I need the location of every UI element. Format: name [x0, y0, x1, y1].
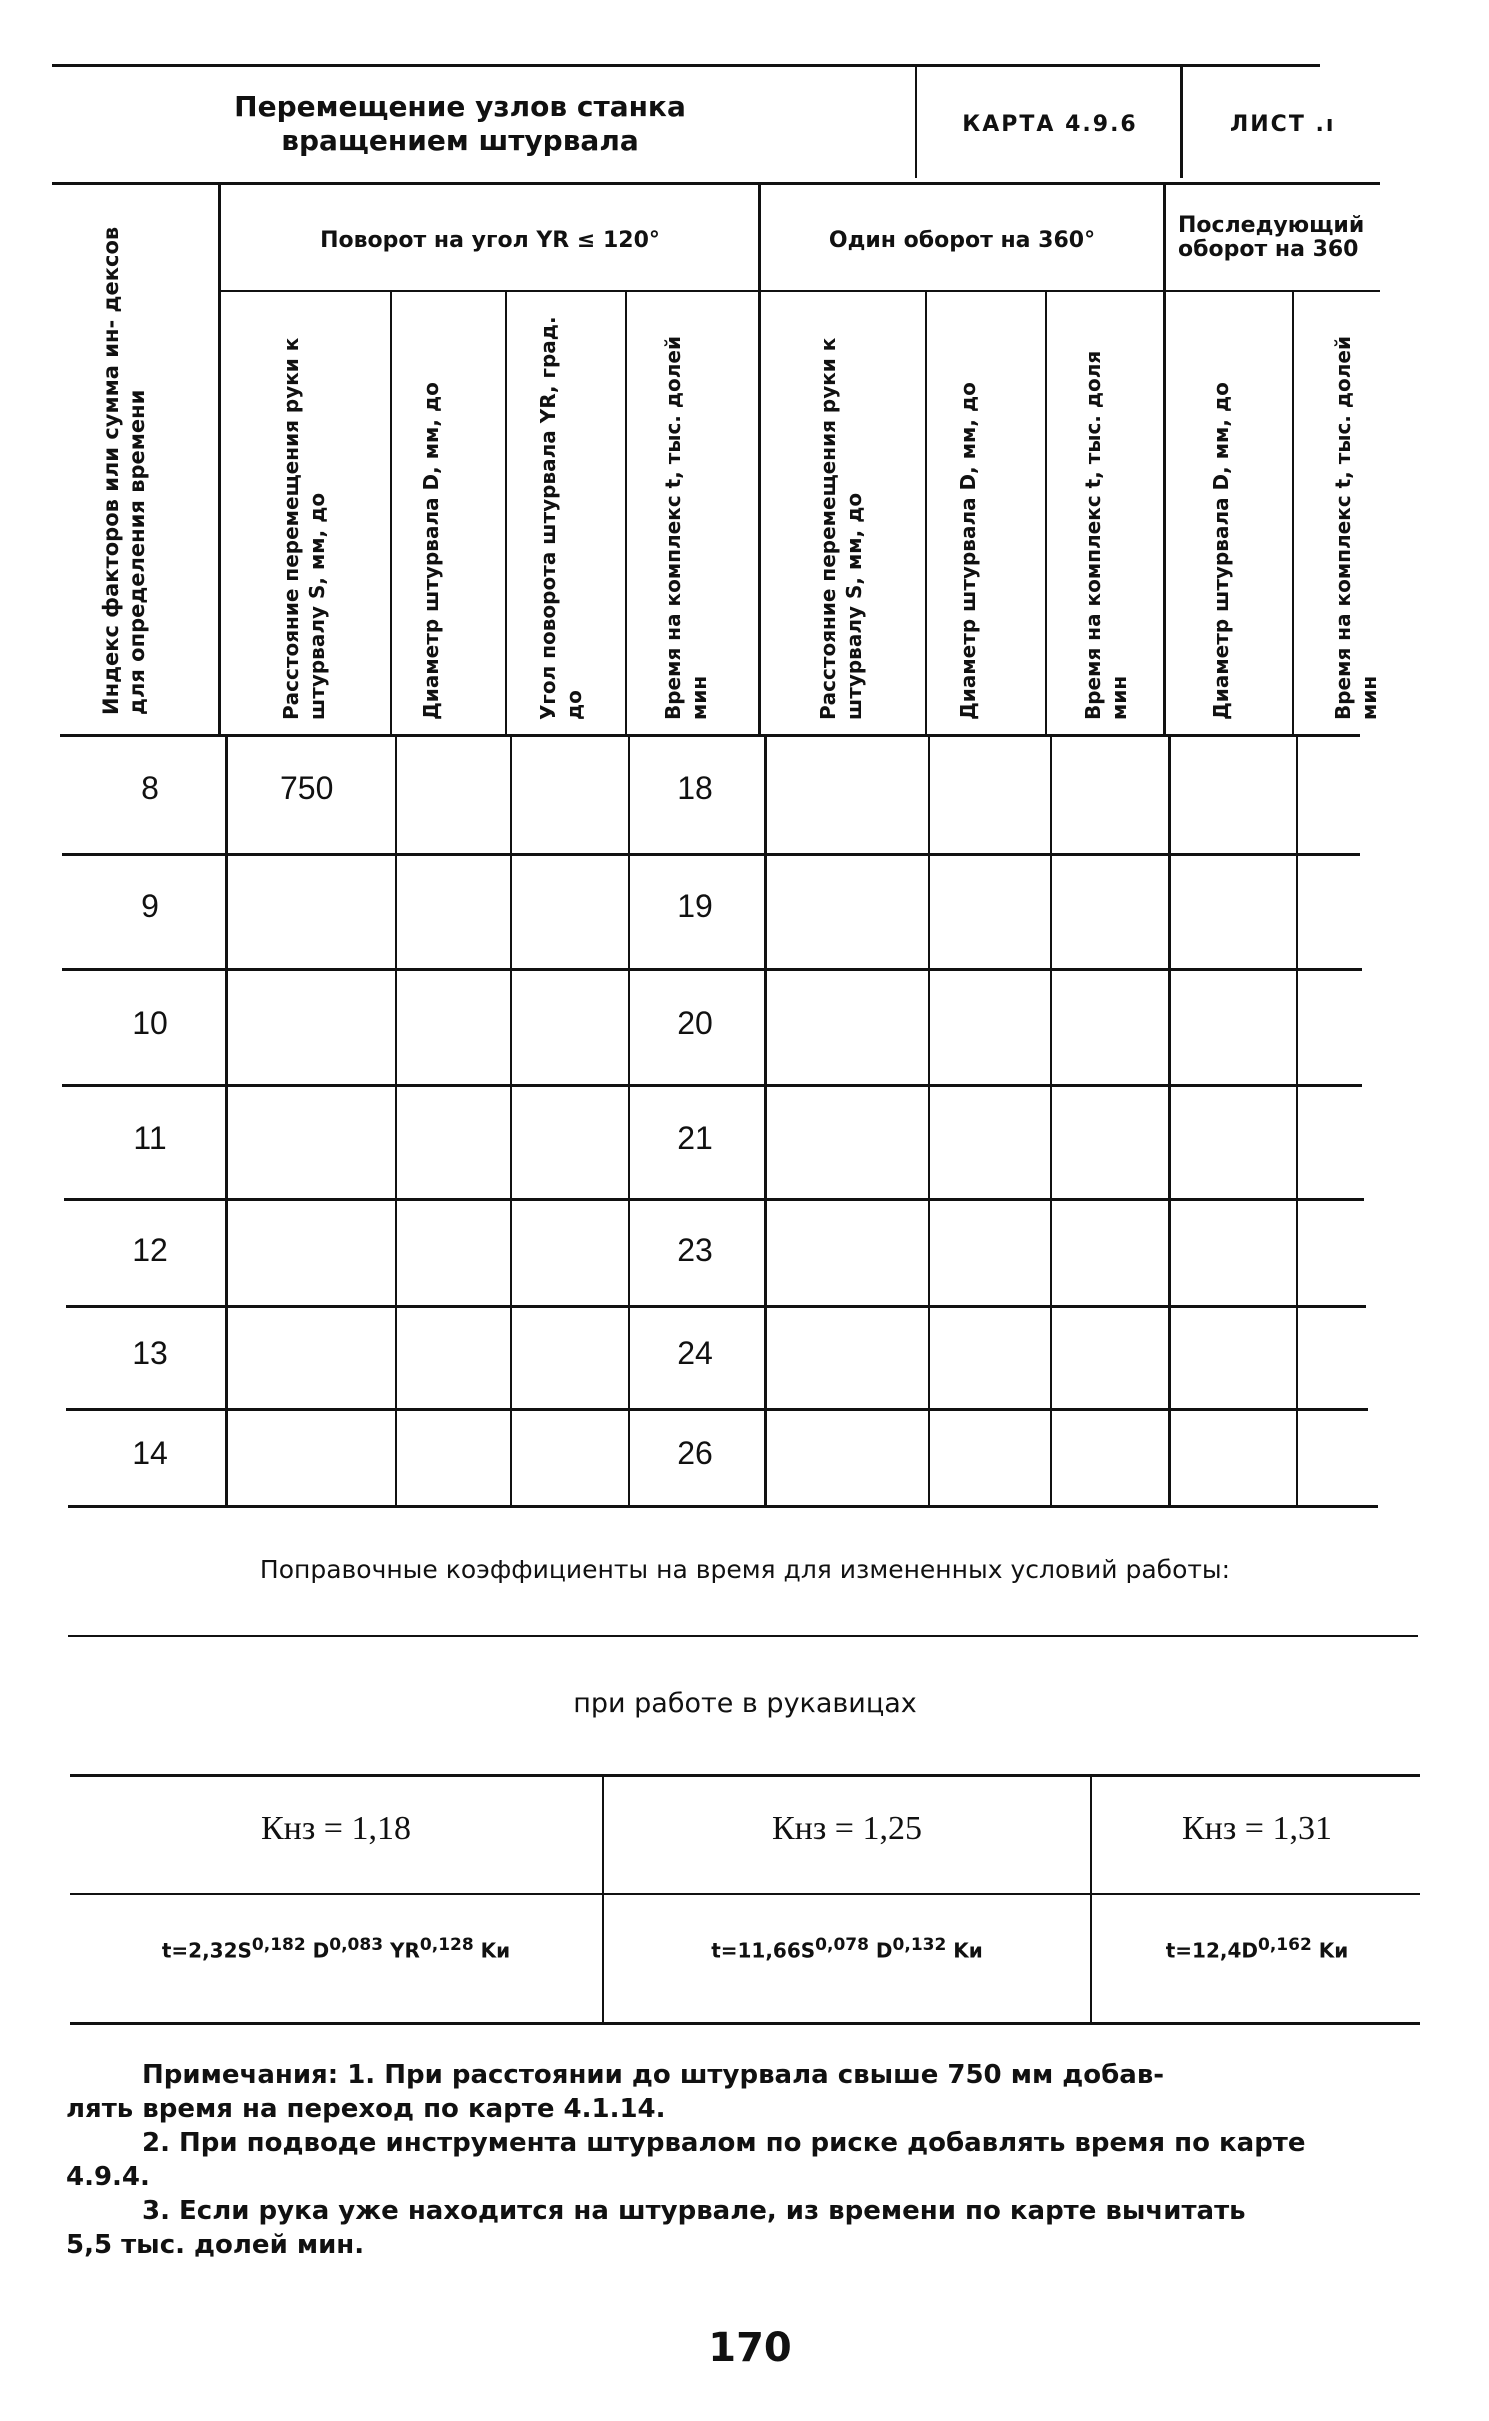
- formula-3: $t=12,4D^{0,162}$ Kи: [1165, 1935, 1349, 1963]
- col-line-c9: [1292, 292, 1294, 734]
- col-header-s: Расстояние перемещения руки к штурвалу S, мм, до: [279, 337, 329, 720]
- row-rule: [66, 1408, 1368, 1411]
- coef-mid-rule: [70, 1893, 1420, 1895]
- group-rotation: Поворот на угол YR ≤ 120°: [320, 228, 660, 253]
- row-index: 12: [132, 1232, 168, 1268]
- note-2-line2: 4.9.4.: [66, 2162, 150, 2192]
- row-rule: [66, 1305, 1366, 1308]
- note-3-line1: 3. Если рука уже находится на штурвале, из времени по карте вычитать: [142, 2196, 1246, 2226]
- col-line-c3: [505, 292, 507, 734]
- group-next-turn: [1178, 214, 1378, 262]
- row-t-value: 26: [677, 1435, 713, 1471]
- row-t-value: 21: [677, 1120, 713, 1156]
- col-header-d: Диаметр штурвала D, мм, до: [419, 382, 443, 720]
- row-rule: [62, 1084, 1362, 1087]
- header-bottom-table-rule: [60, 734, 1360, 737]
- body-col-line: [1296, 734, 1298, 1506]
- row-t-value: 19: [677, 888, 713, 924]
- row-rule: [62, 853, 1360, 856]
- row-t-value: 23: [677, 1232, 713, 1268]
- col-line-group3: [1163, 184, 1166, 734]
- note-1-line2: лять время на переход по карте 4.1.14.: [66, 2094, 666, 2124]
- row-index: 11: [133, 1120, 167, 1156]
- row-t-value: 18: [677, 770, 713, 806]
- corrections-heading: Поправочные коэффициенты на время для измененных условий работы:: [259, 1555, 1231, 1584]
- coef-bottom-rule: [70, 2022, 1420, 2025]
- coef-3: Кнз = 1,31: [1182, 1810, 1332, 1847]
- row-index: 9: [141, 888, 159, 924]
- group-next-turn-line2: оборот на 360: [1178, 237, 1359, 262]
- top-rule: [52, 64, 1320, 67]
- corrections-rule: [68, 1635, 1418, 1637]
- note-2-line1: 2. При подводе инструмента штурвалом по риске добавлять время по карте: [142, 2128, 1306, 2158]
- body-col-line: [395, 734, 397, 1506]
- card-title-line2: вращением штурвала: [281, 124, 639, 157]
- index-header: Индекс факторов или сумма ин- дексов для определения времени: [99, 226, 149, 715]
- col-header-d2: Диаметр штурвала D, мм, до: [956, 382, 980, 720]
- col-header-t2: Время на комплекс t, тыс. доля мин: [1081, 350, 1131, 720]
- group-one-turn: Один оборот на 360°: [828, 228, 1096, 253]
- row-t-value: 24: [677, 1335, 713, 1371]
- row-t-value: 20: [677, 1005, 713, 1041]
- card-title-line1: Перемещение узлов станка: [234, 90, 686, 123]
- body-col-line: [764, 734, 767, 1506]
- note-1-line1: Примечания: 1. При расстоянии до штурвала свыше 750 мм добав-: [142, 2060, 1165, 2090]
- col-line-c7: [1045, 292, 1047, 734]
- formula-1: $t=2,32S^{0,182}$ D$^{0,083}$ YR$^{0,128}$ Kи: [161, 1935, 511, 1963]
- table-bottom-rule: [68, 1505, 1378, 1508]
- corrections-subheading: при работе в рукавицах: [573, 1688, 917, 1719]
- col-header-s2: Расстояние перемещения руки к штурвалу S, мм, до: [816, 337, 866, 720]
- row-rule: [62, 968, 1362, 971]
- col-line-c2: [390, 292, 392, 734]
- col-header-yr: Угол поворота штурвала YR, град. до: [536, 316, 586, 720]
- col-header-t3: Время на комплекс t, тыс. долей мин: [1331, 336, 1381, 720]
- col-line-index: [218, 184, 221, 734]
- coef-1: Кнз = 1,18: [261, 1810, 411, 1847]
- header-bottom-rule: [52, 182, 1380, 185]
- page-number: 170: [708, 2325, 792, 2371]
- coef-2: Кнз = 1,25: [772, 1810, 922, 1847]
- col-line-c4: [625, 292, 627, 734]
- notes: [66, 2058, 1426, 2262]
- group-next-turn-line1: Последующий: [1178, 213, 1365, 238]
- header-divider-2: [1180, 66, 1183, 178]
- card-title: [200, 90, 720, 158]
- sheet-number: ЛИСТ .ı: [1230, 112, 1336, 137]
- coef-top-rule: [70, 1774, 1420, 1777]
- col-header-t: Время на комплекс t, тыс. долей мин: [661, 336, 711, 720]
- card-number: КАРТА 4.9.6: [962, 112, 1138, 137]
- row-s-value: 750: [280, 770, 334, 806]
- body-col-line: [225, 734, 228, 1506]
- body-col-line: [628, 734, 630, 1506]
- formula-2: $t=11,66S^{0,078}$ D$^{0,132}$ Kи: [711, 1935, 983, 1963]
- col-header-d3: Диаметр штурвала D, мм, до: [1209, 382, 1233, 720]
- body-col-line: [1168, 734, 1171, 1506]
- col-line-c6: [925, 292, 927, 734]
- body-col-line: [510, 734, 512, 1506]
- body-col-line: [1050, 734, 1052, 1506]
- col-line-group2: [758, 184, 761, 734]
- group-header-rule: [220, 290, 1380, 292]
- row-index: 10: [132, 1005, 168, 1041]
- header-divider-1: [915, 66, 917, 178]
- row-index: 13: [132, 1335, 168, 1371]
- row-index: 8: [141, 770, 159, 806]
- note-3-line2: 5,5 тыс. долей мин.: [66, 2230, 365, 2260]
- row-index: 14: [132, 1435, 168, 1471]
- body-col-line: [928, 734, 930, 1506]
